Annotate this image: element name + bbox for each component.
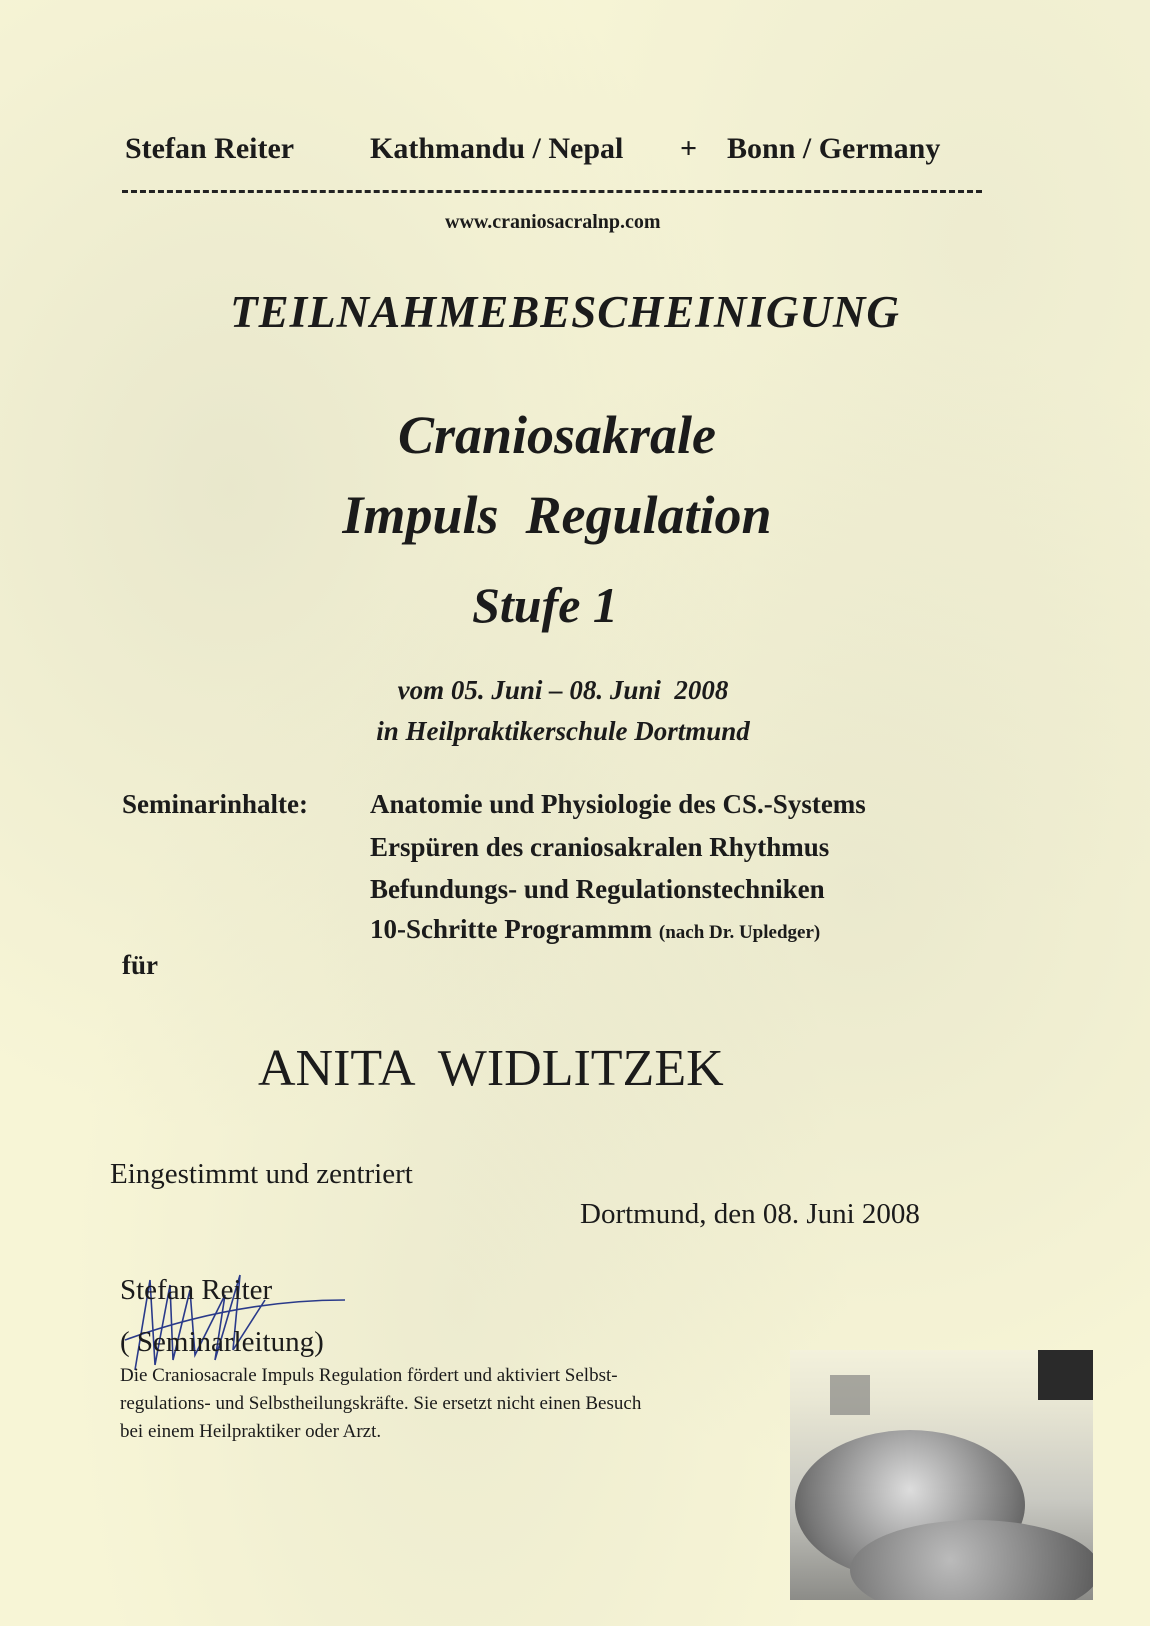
signer-name: Stefan Reiter xyxy=(120,1274,273,1306)
place-date: Dortmund, den 08. Juni 2008 xyxy=(580,1198,920,1230)
website: www.craniosacralnp.com xyxy=(445,211,661,233)
header-plus: + xyxy=(680,132,698,165)
header-location-germany: Bonn / Germany xyxy=(727,132,941,165)
for-label: für xyxy=(122,950,158,980)
contents-item: Befundungs- und Regulationstechniken xyxy=(370,874,825,904)
contents-label: Seminarinhalte: xyxy=(122,789,308,819)
contents-note: (nach Dr. Upledger) xyxy=(658,922,821,943)
course-level: Stufe 1 xyxy=(472,577,618,633)
signer-role: ( Seminarleitung) xyxy=(120,1326,324,1358)
closing-text: Eingestimmt und zentriert xyxy=(110,1158,413,1190)
disclaimer-line: Die Craniosacrale Impuls Regulation fördert und aktiviert Selbst- xyxy=(120,1365,618,1386)
course-dates: vom 05. Juni – 08. Juni 2008 xyxy=(397,675,729,705)
course-venue: in Heilpraktikerschule Dortmund xyxy=(376,716,750,746)
header-divider xyxy=(122,190,982,193)
course-title-line1: Craniosakrale xyxy=(397,405,717,465)
disclaimer-line: regulations- und Selbstheilungskräfte. Sie ersetzt nicht einen Besuch xyxy=(120,1393,642,1414)
header-name: Stefan Reiter xyxy=(125,132,295,165)
document-title: TEILNAHMEBESCHEINIGUNG xyxy=(230,287,900,337)
contents-item xyxy=(370,916,820,943)
header-location-nepal: Kathmandu / Nepal xyxy=(370,132,624,165)
disclaimer-line: bei einem Heilpraktiker oder Arzt. xyxy=(120,1421,382,1442)
contents-item: Erspüren des craniosakralen Rhythmus xyxy=(370,832,830,862)
contents-item: Anatomie und Physiologie des CS.-Systems xyxy=(370,789,866,819)
contents-item-text: 10-Schritte Programmm xyxy=(370,914,653,944)
course-title-line2: Impuls Regulation xyxy=(342,485,772,545)
recipient-name: ANITA WIDLITZEK xyxy=(258,1040,724,1097)
baby-photo xyxy=(790,1350,1093,1600)
